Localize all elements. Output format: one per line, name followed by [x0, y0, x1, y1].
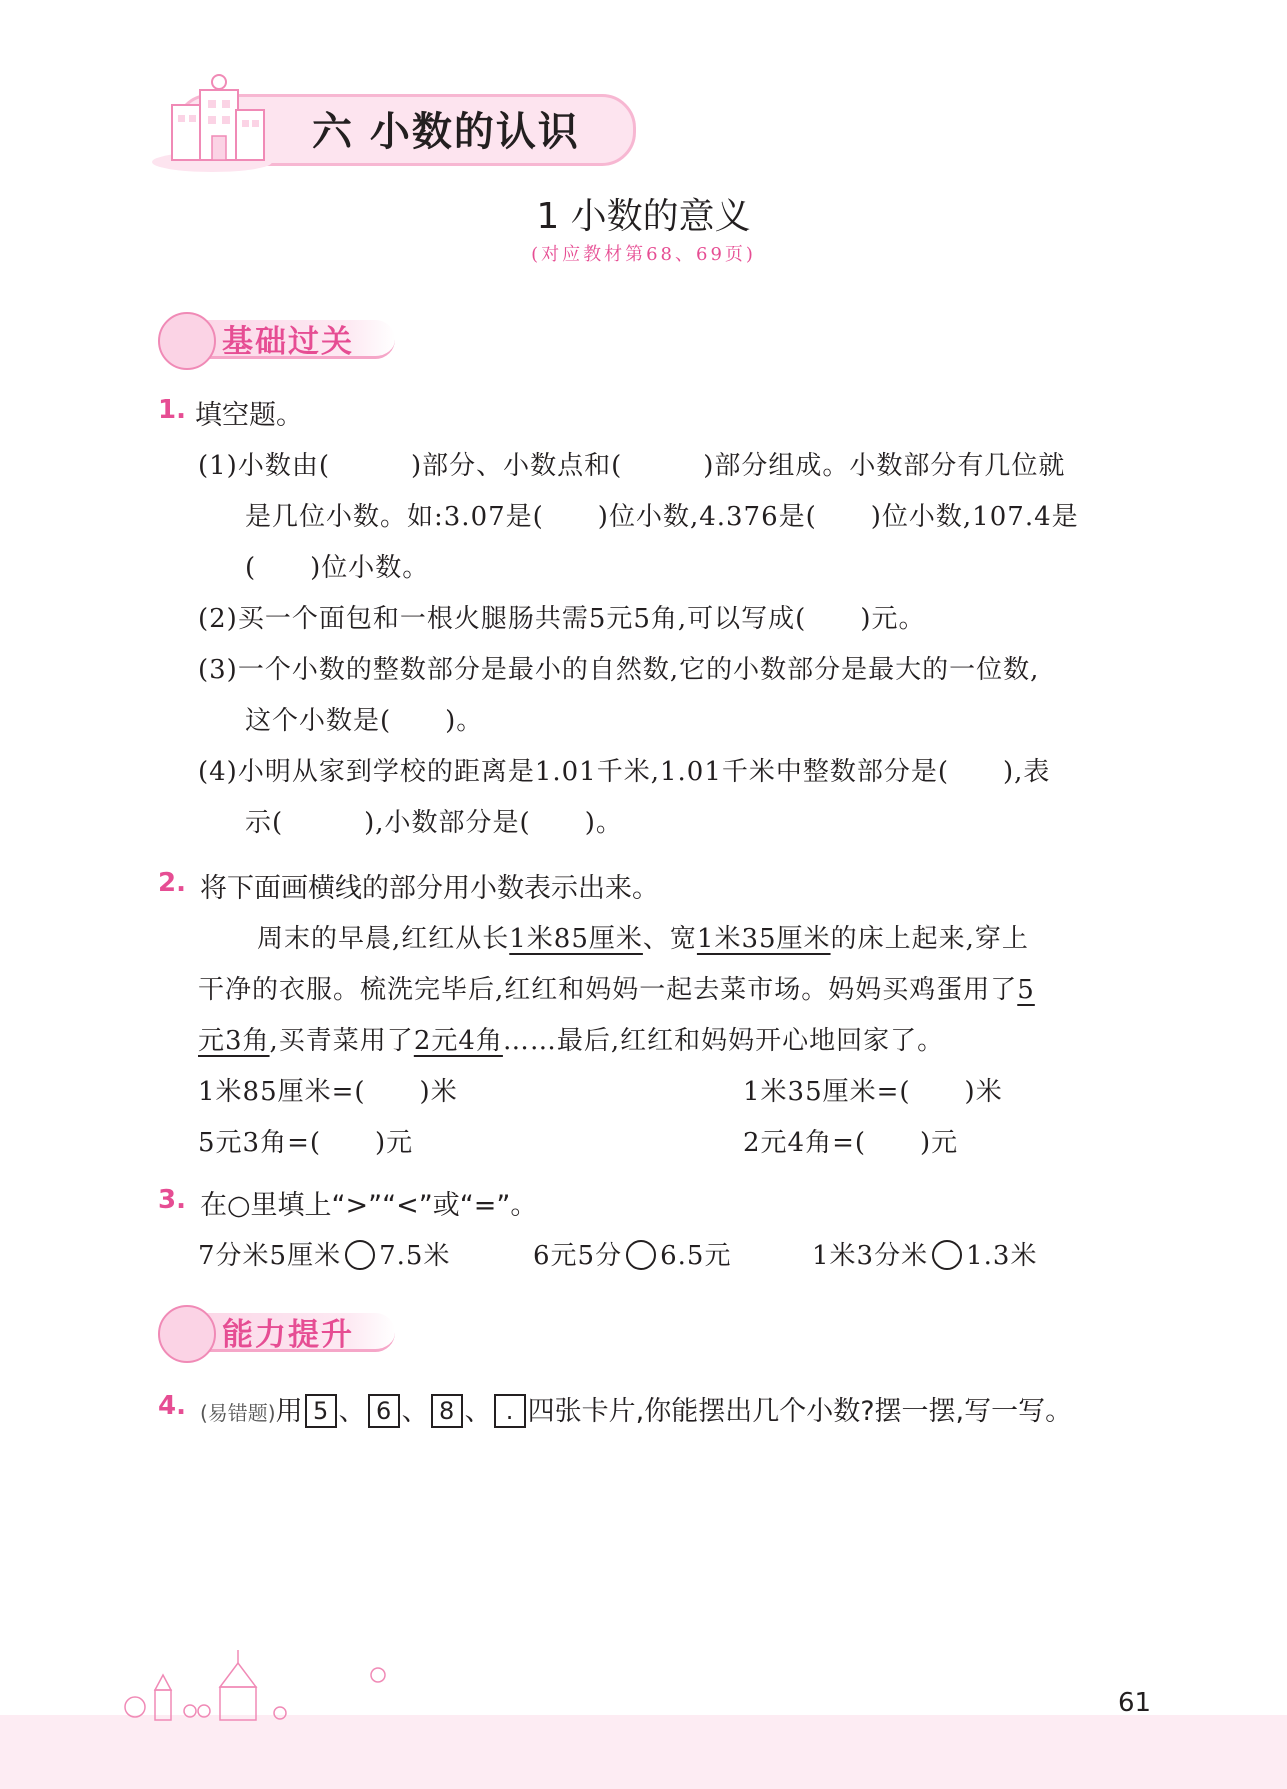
q1-line: 示( ),小数部分是( )。	[245, 808, 623, 838]
q2-conversion: 1米85厘米=( )米	[198, 1077, 458, 1107]
underlined-width: 1米35厘米	[696, 924, 831, 954]
q4-tag: (易错题)	[200, 1401, 276, 1425]
q2-conversion: 1米35厘米=( )米	[743, 1077, 1003, 1107]
underlined-egg-price: 5	[1017, 975, 1035, 1005]
q3-title: 在○里填上“>”“<”或“=”。	[200, 1190, 538, 1221]
q1-line: 是几位小数。如:3.07是( )位小数,4.376是( )位小数,107.4是	[245, 502, 1079, 532]
q1-line: ( )位小数。	[245, 553, 430, 583]
q2-title: 将下面画横线的部分用小数表示出来。	[200, 873, 659, 904]
q4-line: (易错题)用 5 、 6 、 8 、 . 四张卡片,你能摆出几个小数?摆一摆,写一写。	[200, 1396, 1073, 1427]
footer-band	[0, 1715, 1287, 1789]
number-card: 5	[305, 1394, 337, 1428]
q2-paragraph-line: 元3角,买青菜用了2元4角……最后,红红和妈妈开心地回家了。	[198, 1026, 945, 1056]
mascot-icon	[158, 312, 216, 370]
q1-line: (3)一个小数的整数部分是最小的自然数,它的小数部分是最大的一位数,	[198, 655, 1040, 685]
mascot-icon	[158, 1305, 216, 1363]
q2-paragraph-line: 周末的早晨,红红从长1米85厘米、宽1米35厘米的床上起来,穿上	[257, 924, 1029, 954]
section-title: 1 小数的意义	[536, 196, 751, 237]
banner-basic: 基础过关	[222, 324, 354, 360]
underlined-veg-price: 2元4角	[413, 1026, 503, 1056]
compare-circle[interactable]	[626, 1240, 656, 1270]
q2-number: 2.	[158, 868, 186, 898]
decimal-point-card: .	[494, 1394, 526, 1428]
q2-conversion: 5元3角=( )元	[198, 1128, 414, 1158]
compare-circle[interactable]	[932, 1240, 962, 1270]
q3-item: 7分米5厘米 7.5米	[198, 1241, 451, 1271]
q1-line: (4)小明从家到学校的距离是1.01千米,1.01千米中整数部分是( ),表	[198, 757, 1051, 787]
q3-item: 1米3分米 1.3米	[812, 1241, 1038, 1271]
underlined-length: 1米85厘米	[509, 924, 643, 954]
q1-line: (1)小数由( )部分、小数点和( )部分组成。小数部分有几位就	[198, 451, 1066, 481]
compare-circle[interactable]	[345, 1240, 375, 1270]
q1-title: 填空题。	[195, 400, 303, 431]
banner-advanced: 能力提升	[222, 1317, 354, 1353]
q1-line: 这个小数是( )。	[245, 706, 484, 736]
page-number: 61	[1118, 1688, 1152, 1718]
q4-number: 4.	[158, 1391, 186, 1421]
building-icon	[152, 70, 287, 175]
q2-conversion: 2元4角=( )元	[743, 1128, 959, 1158]
underlined-egg-price: 元3角	[198, 1026, 270, 1056]
chapter-title: 六 小数的认识	[312, 109, 580, 155]
q1-number: 1.	[158, 395, 186, 425]
number-card: 6	[368, 1394, 400, 1428]
number-card: 8	[431, 1394, 463, 1428]
q2-paragraph-line: 干净的衣服。梳洗完毕后,红红和妈妈一起去菜市场。妈妈买鸡蛋用了5	[198, 975, 1035, 1005]
q3-item: 6元5分 6.5元	[533, 1241, 732, 1271]
town-icon	[120, 1645, 410, 1725]
textbook-reference: (对应教材第68、69页)	[531, 244, 756, 265]
q3-number: 3.	[158, 1185, 186, 1215]
q1-line: (2)买一个面包和一根火腿肠共需5元5角,可以写成( )元。	[198, 604, 926, 634]
